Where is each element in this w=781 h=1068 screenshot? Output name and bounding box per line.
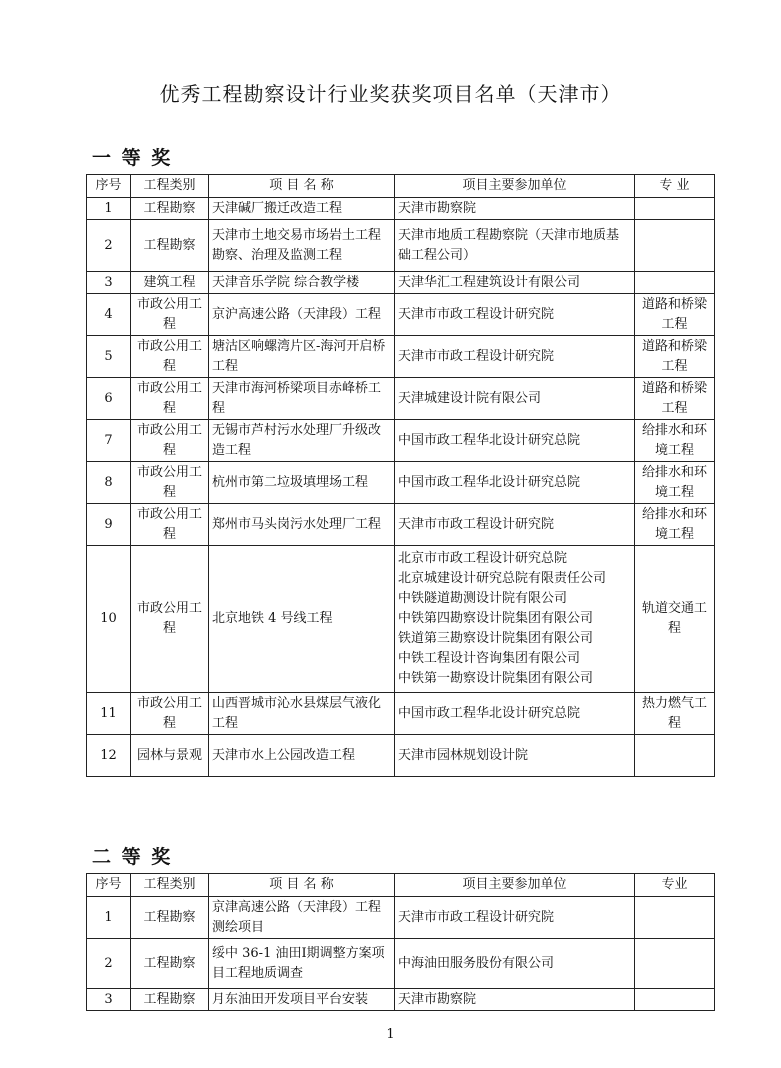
page-title: 优秀工程勘察设计行业奖获奖项目名单（天津市） (159, 82, 622, 106)
cell-units (395, 735, 635, 777)
cell-project-name: 京沪高速公路（天津段）工程 (209, 294, 395, 336)
cell-category: 市政公用工程 (131, 462, 209, 504)
header-no: 序号 (87, 874, 131, 897)
table-row (87, 336, 715, 378)
unit-name: 中铁第四勘察设计院集团有限公司 (398, 611, 594, 626)
header-no: 序号 (87, 175, 131, 198)
cell-category: 市政公用工程 (131, 294, 209, 336)
cell-specialty: 热力燃气工程 (635, 693, 715, 735)
unit-name: 中铁工程设计咨询集团有限公司 (398, 651, 581, 666)
cell-no: 10 (87, 546, 131, 693)
header-project-name: 项 目 名 称 (209, 175, 395, 198)
cell-specialty (635, 735, 715, 777)
page-number: 1 (386, 1027, 395, 1042)
table-row (87, 198, 715, 220)
table-row (87, 378, 715, 420)
cell-specialty (635, 939, 715, 989)
cell-units (395, 504, 635, 546)
cell-units (395, 462, 635, 504)
unit-name: 天津华汇工程建筑设计有限公司 (398, 274, 581, 290)
cell-project-name: 杭州市第二垃圾填埋场工程 (209, 462, 395, 504)
cell-no: 4 (87, 294, 131, 336)
unit-name: 中国市政工程华北设计研究总院 (398, 705, 581, 721)
cell-project-name: 绥中 36-1 油田Ⅰ期调整方案项目工程地质调查 (209, 939, 395, 989)
cell-project-name: 山西晋城市沁水县煤层气液化工程 (209, 693, 395, 735)
cell-no: 1 (87, 198, 131, 220)
unit-name: 北京城建设计研究总院有限责任公司 (398, 571, 607, 586)
cell-specialty (635, 897, 715, 939)
cell-units (395, 336, 635, 378)
cell-units (395, 897, 635, 939)
header-specialty: 专业 (635, 874, 715, 897)
unit-name: 中国市政工程华北设计研究总院 (398, 432, 581, 448)
header-units: 项目主要参加单位 (395, 874, 635, 897)
unit-name: 中国市政工程华北设计研究总院 (398, 474, 581, 490)
header-units: 项目主要参加单位 (395, 175, 635, 198)
cell-units (395, 939, 635, 989)
cell-specialty: 轨道交通工程 (635, 546, 715, 693)
cell-specialty (635, 220, 715, 272)
cell-category: 工程勘察 (131, 989, 209, 1011)
unit-name: 中铁隧道勘测设计院有限公司 (398, 591, 568, 606)
cell-category: 市政公用工程 (131, 504, 209, 546)
unit-name: 铁道第三勘察设计院集团有限公司 (398, 631, 594, 646)
cell-category: 市政公用工程 (131, 693, 209, 735)
table-row (87, 272, 715, 294)
cell-specialty: 给排水和环境工程 (635, 462, 715, 504)
unit-name: 天津市地质工程勘察院（天津市地质基础工程公司） (398, 227, 620, 263)
table-header-row (87, 175, 715, 198)
cell-units (395, 693, 635, 735)
cell-no: 5 (87, 336, 131, 378)
cell-units (395, 198, 635, 220)
cell-specialty: 给排水和环境工程 (635, 420, 715, 462)
header-project-name: 项 目 名 称 (209, 874, 395, 897)
cell-category: 工程勘察 (131, 198, 209, 220)
table-row (87, 989, 715, 1011)
cell-no: 8 (87, 462, 131, 504)
table-row (87, 462, 715, 504)
cell-specialty: 给排水和环境工程 (635, 504, 715, 546)
cell-specialty (635, 272, 715, 294)
cell-project-name: 塘沽区响螺湾片区-海河开启桥工程 (209, 336, 395, 378)
unit-name: 天津城建设计院有限公司 (398, 390, 542, 406)
cell-project-name: 天津市土地交易市场岩土工程勘察、治理及监测工程 (209, 220, 395, 272)
table-row (87, 735, 715, 777)
second-prize-table (86, 873, 715, 1011)
cell-project-name: 无锡市芦村污水处理厂升级改造工程 (209, 420, 395, 462)
cell-category: 市政公用工程 (131, 420, 209, 462)
table-row (87, 546, 715, 693)
cell-project-name: 天津碱厂搬迁改造工程 (209, 198, 395, 220)
cell-specialty: 道路和桥梁工程 (635, 336, 715, 378)
cell-no: 11 (87, 693, 131, 735)
cell-category: 工程勘察 (131, 939, 209, 989)
unit-name: 天津市市政工程设计研究院 (398, 516, 555, 532)
cell-category: 工程勘察 (131, 897, 209, 939)
header-specialty: 专 业 (635, 175, 715, 198)
cell-project-name: 天津音乐学院 综合教学楼 (209, 272, 395, 294)
unit-name: 北京市市政工程设计研究总院 (398, 551, 568, 566)
cell-project-name: 京津高速公路（天津段）工程测绘项目 (209, 897, 395, 939)
cell-project-name: 月东油田开发项目平台安装 (209, 989, 395, 1011)
cell-units (395, 546, 635, 693)
cell-category: 市政公用工程 (131, 378, 209, 420)
cell-category: 园林与景观 (131, 735, 209, 777)
cell-category: 市政公用工程 (131, 546, 209, 693)
cell-units (395, 378, 635, 420)
cell-no: 3 (87, 989, 131, 1011)
cell-no: 2 (87, 220, 131, 272)
section-heading-second-prize: 二 等 奖 (92, 846, 173, 868)
table-row (87, 897, 715, 939)
table-row (87, 220, 715, 272)
cell-units (395, 294, 635, 336)
table-row (87, 693, 715, 735)
section-heading-first-prize: 一 等 奖 (92, 147, 173, 169)
cell-no: 1 (87, 897, 131, 939)
cell-specialty: 道路和桥梁工程 (635, 378, 715, 420)
unit-name: 中铁第一勘察设计院集团有限公司 (398, 671, 594, 686)
unit-name: 天津市市政工程设计研究院 (398, 909, 555, 925)
unit-name: 天津市市政工程设计研究院 (398, 306, 555, 322)
cell-project-name: 北京地铁 4 号线工程 (209, 546, 395, 693)
cell-project-name: 天津市海河桥梁项目赤峰桥工程 (209, 378, 395, 420)
cell-category: 工程勘察 (131, 220, 209, 272)
cell-units (395, 420, 635, 462)
unit-name: 天津市园林规划设计院 (398, 747, 529, 763)
cell-no: 6 (87, 378, 131, 420)
cell-units (395, 220, 635, 272)
cell-no: 7 (87, 420, 131, 462)
cell-specialty: 道路和桥梁工程 (635, 294, 715, 336)
cell-specialty (635, 989, 715, 1011)
cell-no: 9 (87, 504, 131, 546)
unit-name: 天津市勘察院 (398, 200, 477, 216)
unit-name: 天津市勘察院 (398, 991, 477, 1007)
cell-units (395, 272, 635, 294)
cell-category: 建筑工程 (131, 272, 209, 294)
table-row (87, 294, 715, 336)
table-row (87, 939, 715, 989)
cell-category: 市政公用工程 (131, 336, 209, 378)
first-prize-table (86, 174, 715, 777)
cell-specialty (635, 198, 715, 220)
table-row (87, 504, 715, 546)
cell-units (395, 989, 635, 1011)
header-category: 工程类别 (131, 874, 209, 897)
cell-project-name: 郑州市马头岗污水处理厂工程 (209, 504, 395, 546)
table-row (87, 420, 715, 462)
table-header-row (87, 874, 715, 897)
cell-no: 2 (87, 939, 131, 989)
cell-no: 3 (87, 272, 131, 294)
cell-no: 12 (87, 735, 131, 777)
unit-name: 中海油田服务股份有限公司 (398, 955, 555, 971)
cell-project-name: 天津市水上公园改造工程 (209, 735, 395, 777)
unit-name: 天津市市政工程设计研究院 (398, 348, 555, 364)
header-category: 工程类别 (131, 175, 209, 198)
